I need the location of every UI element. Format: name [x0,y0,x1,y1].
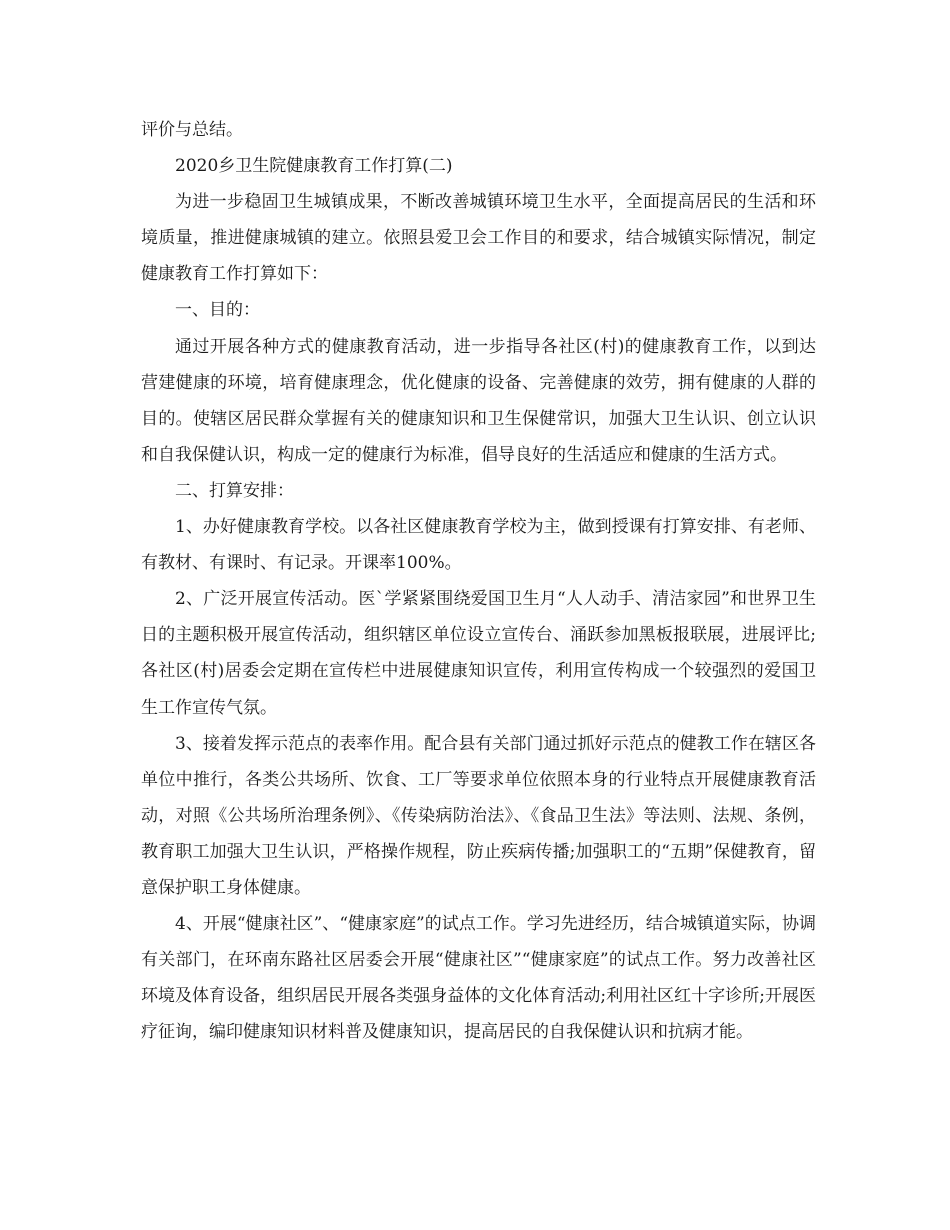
paragraph-item-3: 3、接着发挥示范点的表率作用。配合县有关部门通过抓好示范点的健教工作在辖区各单位中推行，各类公共场所、饮食、工厂等要求单位依照本身的行业特点开展健康教育活动，对照《公共场所治理条例》、《传染病防治法》、《食品卫生法》等法则、法规、条例，教育职工加强大卫生认识，严格操作规程，防止疾病传播;加强职工的“五期”保健教育，留意保护职工身体健康。 [141,733,816,898]
paragraph-item-2: 2、广泛开展宣传活动。医`学紧紧围绕爱国卫生月“人人动手、清洁家园”和世界卫生日的主题积极开展宣传活动，组织辖区单位设立宣传台、涌跃参加黑板报联展，进展评比;各社区(村)居委会定期在宣传栏中进展健康知识宣传，利用宣传构成一个较强烈的爱国卫生工作宣传气氛。 [141,589,816,718]
document-body [141,112,816,1050]
paragraph-purpose: 通过开展各种方式的健康教育活动，进一步指导各社区(村)的健康教育工作，以到达营建健康的环境，培育健康理念，优化健康的设备、完善健康的效劳，拥有健康的人群的目的。使辖区居民群众掌握有关的健康知识和卫生保健常识，加强大卫生认识、创立认识和自我保健认识，构成一定的健康行为标准，倡导良好的生活适应和健康的生活方式。 [141,336,816,465]
heading-arrangement: 二、打算安排： [175,480,294,501]
paragraph-item-1: 1、办好健康教育学校。以各社区健康教育学校为主，做到授课有打算安排、有老师、有教材、有课时、有记录。开课率100%。 [141,517,816,574]
paragraph-continuation: 评价与总结。 [141,120,243,140]
heading-purpose: 一、目的： [175,300,260,321]
section-title: 2020乡卫生院健康教育工作打算(二) [175,156,453,177]
paragraph-intro: 为进一步稳固卫生城镇成果，不断改善城镇环境卫生水平，全面提高居民的生活和环境质量，推进健康城镇的建立。依照县爱卫会工作目的和要求，结合城镇实际情况，制定健康教育工作打算如下： [141,192,816,285]
paragraph-item-4: 4、开展“健康社区”、“健康家庭”的试点工作。学习先进经历，结合城镇道实际，协调有关部门，在环南东路社区居委会开展“健康社区”“健康家庭”的试点工作。努力改善社区环境及体育设备，组织居民开展各类强身益体的文化体育活动;利用社区红十字诊所;开展医疗征询，编印健康知识材料普及健康知识，提高居民的自我保健认识和抗病才能。 [141,914,816,1043]
